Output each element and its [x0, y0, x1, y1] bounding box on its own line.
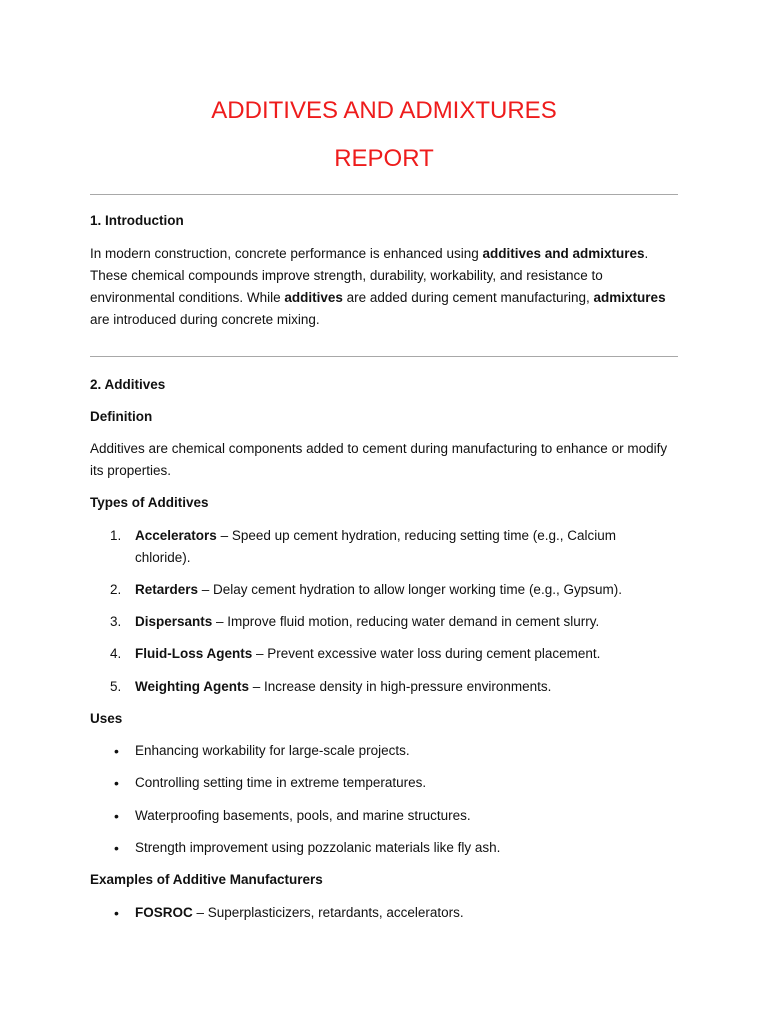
bullet-icon: • — [114, 905, 119, 921]
list-number: 3. — [110, 614, 122, 629]
list-number: 2. — [110, 582, 122, 597]
list-item-term: Fluid-Loss Agents — [135, 646, 253, 661]
list-item-desc: – Improve fluid motion, reducing water demand in cement slurry. — [212, 614, 600, 629]
list-item-desc: – Prevent excessive water loss during cement placement. — [252, 646, 601, 661]
list-item-text: Strength improvement using pozzolanic materials like fly ash. — [135, 840, 501, 855]
document-title: ADDITIVES AND ADMIXTURES — [211, 97, 557, 124]
list-number: 1. — [110, 528, 122, 543]
divider — [90, 194, 678, 195]
section-heading-additives: 2. Additives — [90, 377, 166, 392]
definition-paragraph: Additives are chemical components added to cement during manufacturing to enhance or modify its properties. — [90, 441, 668, 478]
bullet-icon: • — [114, 743, 119, 759]
list-item-desc: – Speed up cement hydration, reducing setting time (e.g., Calcium chloride). — [135, 528, 617, 565]
intro-text-2: . These chemical compounds improve strength, durability, workability, and resistance to environmental conditions. While — [90, 246, 649, 305]
list-item-text — [135, 643, 655, 665]
intro-text-4: are introduced during concrete mixing. — [90, 312, 320, 327]
list-item-term: Dispersants — [135, 614, 213, 629]
bullet-icon: • — [114, 808, 119, 824]
subheading-uses: Uses — [90, 711, 123, 726]
list-item-desc: – Superplasticizers, retardants, accelerators. — [192, 905, 464, 920]
subheading-types: Types of Additives — [90, 495, 209, 510]
bullet-icon: • — [114, 840, 119, 856]
list-number: 5. — [110, 679, 122, 694]
divider — [90, 356, 678, 357]
list-number: 4. — [110, 646, 122, 661]
document-subtitle: REPORT — [334, 145, 434, 172]
section-heading-introduction: 1. Introduction — [90, 213, 184, 228]
subheading-manufacturers: Examples of Additive Manufacturers — [90, 872, 323, 887]
intro-paragraph — [90, 243, 678, 331]
list-item-text — [135, 525, 655, 569]
list-item-text: Controlling setting time in extreme temperatures. — [135, 775, 427, 790]
list-item-text — [135, 902, 655, 924]
intro-emphasis-1: additives and admixtures — [482, 246, 645, 261]
intro-emphasis-2: additives — [284, 290, 343, 305]
intro-text-1: In modern construction, concrete performance is enhanced using — [90, 246, 483, 261]
list-item-desc: – Increase density in high-pressure environments. — [249, 679, 552, 694]
list-item-desc: – Delay cement hydration to allow longer working time (e.g., Gypsum). — [198, 582, 622, 597]
list-item-text — [135, 611, 655, 633]
intro-emphasis-3: admixtures — [593, 290, 666, 305]
list-item-term: Weighting Agents — [135, 679, 249, 694]
list-item-text — [135, 579, 655, 601]
list-item-text: Enhancing workability for large-scale projects. — [135, 743, 410, 758]
subheading-definition: Definition — [90, 409, 153, 424]
bullet-icon: • — [114, 775, 119, 791]
list-item-term: FOSROC — [135, 905, 193, 920]
list-item-term: Accelerators — [135, 528, 217, 543]
list-item-text — [135, 676, 655, 698]
list-item-term: Retarders — [135, 582, 199, 597]
list-item-text: Waterproofing basements, pools, and marine structures. — [135, 808, 471, 823]
intro-text-3: are added during cement manufacturing, — [342, 290, 594, 305]
